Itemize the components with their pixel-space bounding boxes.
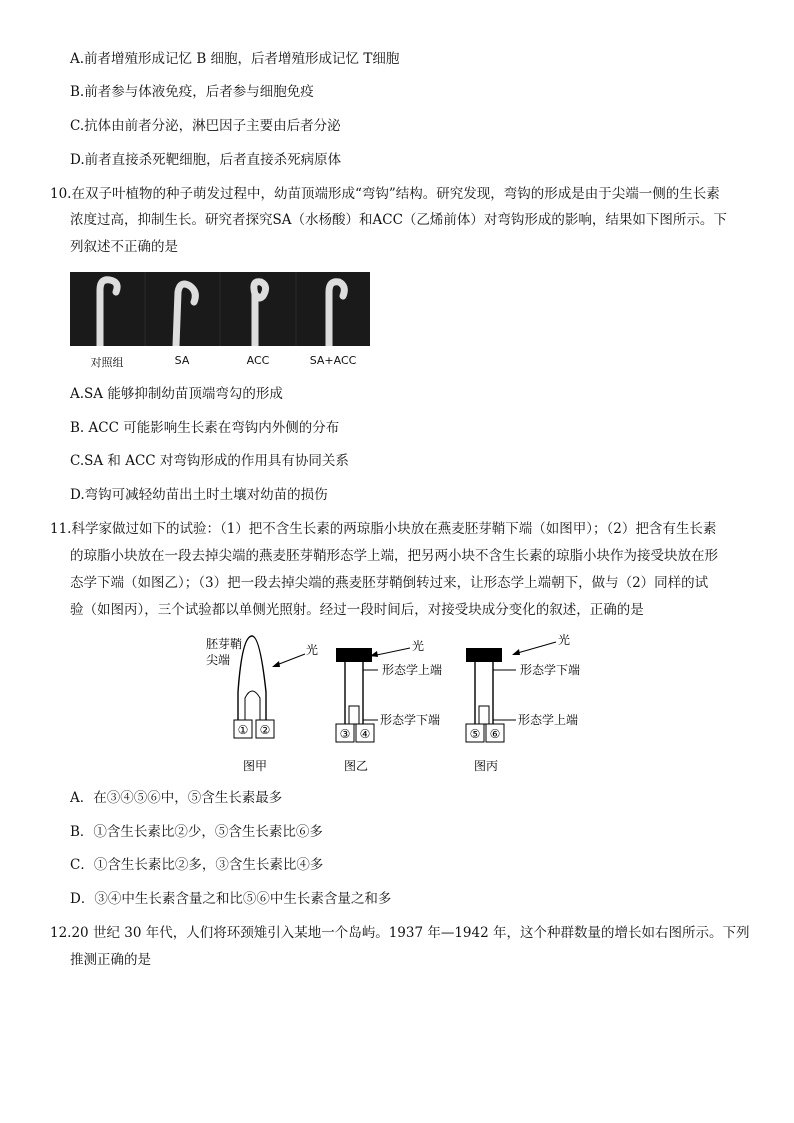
label-upper-end-b: 形态学上端: [382, 663, 443, 677]
light-label-b: 光: [412, 639, 425, 653]
light-arrow-c: [514, 642, 556, 654]
q9-option-b: B.前者参与体液免疫，后者参与细胞免疫: [70, 84, 314, 100]
seedling-photo-strip: [70, 272, 370, 346]
q10-stem-line-3: 列叙述不正确的是: [70, 239, 178, 255]
block-4: ④: [359, 727, 371, 741]
photo-acc: [221, 272, 295, 346]
label-upper-end-c: 形态学上端: [518, 713, 579, 727]
q12-stem-line-1: 12.20 世纪 30 年代，人们将环颈雉引入某地一个岛屿。1937 年—1942 年，这个种群数量的增长如右图所示。下列: [50, 925, 750, 941]
q10-option-d: D.弯钩可减轻幼苗出土时土壤对幼苗的损伤: [70, 487, 328, 503]
block-6: ⑥: [489, 727, 501, 741]
q11-option-d: D．③④中生长素含量之和比⑤⑥中生长素含量之和多: [70, 891, 392, 907]
agar-block-top-c: [466, 648, 502, 662]
photo-control: [70, 272, 144, 346]
q10-stem-line-1: 10.在双子叶植物的种子萌发过程中，幼苗顶端形成“弯钩”结构。研究发现，弯钩的形成是由于尖端一侧的生长素: [50, 186, 720, 202]
light-arrow-b: [372, 648, 410, 656]
q11-stem-line-1: 11.科学家做过如下的试验：（1）把不含生长素的两琼脂小块放在燕麦胚芽鞘下端（如图甲）；（2）把含有生长素: [50, 521, 717, 537]
q10-option-c: C.SA 和 ACC 对弯钩形成的作用具有协同关系: [70, 453, 349, 469]
tip-label-line-2: 尖端: [206, 653, 231, 667]
caption-sa-acc: SA+ACC: [309, 354, 357, 367]
q11-option-c: C．①含生长素比②多，③含生长素比④多: [70, 857, 324, 873]
q10-option-a: A.SA 能够抑制幼苗顶端弯勾的形成: [70, 386, 283, 402]
caption-fig-c: 图丙: [473, 759, 499, 773]
q12-stem-line-2: 推测正确的是: [70, 952, 151, 968]
photo-sa-acc: [297, 272, 371, 346]
coleoptile-experiment-diagram: [200, 632, 600, 777]
block-5: ⑤: [469, 727, 481, 741]
q9-option-d: D.前者直接杀死靶细胞，后者直接杀死病原体: [70, 152, 342, 168]
q9-option-c: C.抗体由前者分泌，淋巴因子主要由后者分泌: [70, 118, 341, 134]
q11-stem-line-3: 态学下端（如图乙）；（3）把一段去掉尖端的燕麦胚芽鞘倒转过来，让形态学上端朝下，做与（2）同样的试: [70, 575, 709, 591]
q11-stem-line-4: 验（如图丙），三个试验都以单侧光照射。经过一段时间后，对接受块成分变化的叙述，正确的是: [70, 602, 644, 618]
q11-stem-line-2: 的琼脂小块放在一段去掉尖端的燕麦胚芽鞘形态学上端，把另两小块不含生长素的琼脂小块作为接受块放在形: [70, 548, 718, 564]
block-2: ②: [259, 723, 271, 737]
caption-fig-b: 图乙: [343, 759, 369, 773]
light-label-c: 光: [558, 633, 571, 647]
q11-option-b: B．①含生长素比②少，⑤含生长素比⑥多: [70, 824, 323, 840]
label-lower-end-c: 形态学下端: [520, 663, 581, 677]
agar-block-top-b: [336, 648, 372, 662]
block-1: ①: [237, 723, 249, 737]
coleoptile-shape: [238, 636, 266, 720]
tip-label-line-1: 胚芽鞘: [206, 637, 243, 651]
caption-sa: SA: [174, 354, 190, 367]
light-label-a: 光: [306, 643, 319, 657]
block-3: ③: [339, 727, 351, 741]
q10-option-b: B. ACC 可能影响生长素在弯钩内外侧的分布: [70, 420, 340, 436]
caption-control: 对照组: [90, 356, 124, 369]
caption-acc: ACC: [246, 354, 270, 367]
caption-fig-a: 图甲: [242, 759, 268, 773]
q9-option-a: A.前者增殖形成记忆 B 细胞，后者增殖形成记忆 T细胞: [70, 51, 400, 67]
photo-sa: [146, 272, 220, 346]
q10-stem-line-2: 浓度过高，抑制生长。研究者探究SA（水杨酸）和ACC（乙烯前体）对弯钩形成的影响，结果如下图所示。下: [70, 212, 727, 228]
q11-option-a: A．在③④⑤⑥中，⑤含生长素最多: [70, 790, 283, 806]
label-lower-end-b: 形态学下端: [380, 713, 441, 727]
